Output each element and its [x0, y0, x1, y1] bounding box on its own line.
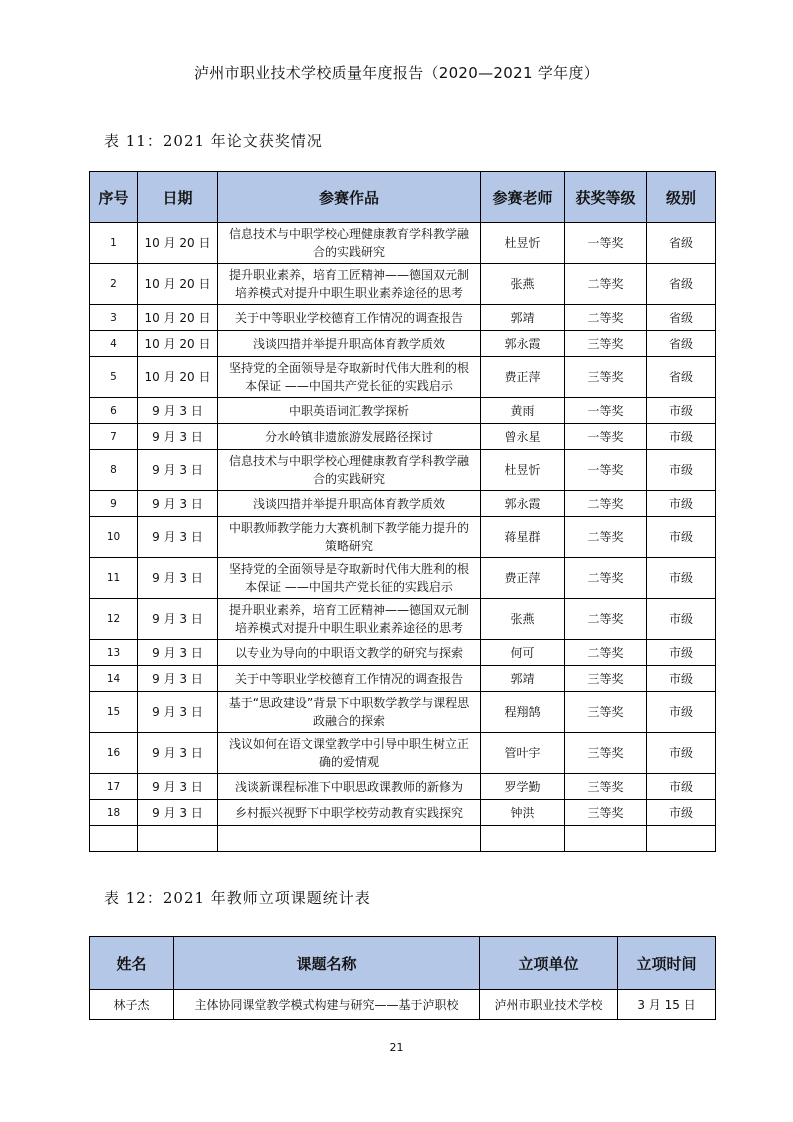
cell-index: 5 [90, 357, 138, 398]
cell-award-level: 一等奖 [565, 424, 647, 450]
table-row [90, 398, 716, 424]
cell-index: 7 [90, 424, 138, 450]
cell-grade: 省级 [647, 305, 716, 331]
table-row [90, 774, 716, 800]
cell-index: 4 [90, 331, 138, 357]
cell-index: 12 [90, 599, 138, 640]
cell-grade: 市级 [647, 517, 716, 558]
column-header-time: 立项时间 [618, 937, 716, 990]
cell-teacher: 张燕 [481, 599, 565, 640]
table-row [90, 666, 716, 692]
cell-date: 9 月 3 日 [138, 640, 218, 666]
cell-grade: 市级 [647, 666, 716, 692]
cell-date: 9 月 3 日 [138, 599, 218, 640]
column-header-index: 序号 [90, 172, 138, 223]
cell-index: 6 [90, 398, 138, 424]
cell-grade: 市级 [647, 774, 716, 800]
cell-teacher: 黄雨 [481, 398, 565, 424]
cell-index: 2 [90, 264, 138, 305]
cell-award-level: 一等奖 [565, 223, 647, 264]
cell-grade: 市级 [647, 733, 716, 774]
cell-work: 提升职业素养，培育工匠精神——德国双元制培养模式对提升中职生职业素养途径的思考 [218, 599, 481, 640]
cell-teacher: 郭永霞 [481, 331, 565, 357]
column-header-award-level: 获奖等级 [565, 172, 647, 223]
cell-award-level: 三等奖 [565, 692, 647, 733]
cell-award-level: 一等奖 [565, 450, 647, 491]
table-row [90, 331, 716, 357]
cell-name: 林子杰 [90, 990, 174, 1020]
cell-grade: 市级 [647, 558, 716, 599]
cell-teacher: 郭永霞 [481, 491, 565, 517]
cell-teacher: 罗学勤 [481, 774, 565, 800]
cell-work: 提升职业素养，培育工匠精神——德国双元制培养模式对提升中职生职业素养途径的思考 [218, 264, 481, 305]
cell-award-level: 二等奖 [565, 491, 647, 517]
cell-work: 基于“思政建设”背景下中职数学教学与课程思政融合的探索 [218, 692, 481, 733]
column-header-work: 参赛作品 [218, 172, 481, 223]
cell-grade: 省级 [647, 331, 716, 357]
column-header-unit: 立项单位 [480, 937, 618, 990]
cell-award-level: 二等奖 [565, 517, 647, 558]
paper-awards-table [89, 171, 716, 852]
cell-teacher: 费正萍 [481, 558, 565, 599]
cell-work: 浅谈新课程标准下中职思政课教师的新修为 [218, 774, 481, 800]
cell-teacher: 郭靖 [481, 666, 565, 692]
cell-award-level: 三等奖 [565, 666, 647, 692]
cell-work: 关于中等职业学校德育工作情况的调查报告 [218, 305, 481, 331]
table-row [90, 357, 716, 398]
cell-teacher [481, 826, 565, 852]
cell-date: 10 月 20 日 [138, 357, 218, 398]
cell-grade [647, 826, 716, 852]
cell-grade: 市级 [647, 692, 716, 733]
page-header: 泸州市职业技术学校质量年度报告（2020—2021 学年度） [193, 64, 600, 82]
table-row [90, 599, 716, 640]
cell-award-level: 二等奖 [565, 558, 647, 599]
cell-teacher: 郭靖 [481, 305, 565, 331]
cell-date: 9 月 3 日 [138, 800, 218, 826]
cell-date: 10 月 20 日 [138, 331, 218, 357]
table-row [90, 305, 716, 331]
cell-grade: 省级 [647, 264, 716, 305]
column-header-project-title: 课题名称 [174, 937, 480, 990]
table11-caption: 表 11：2021 年论文获奖情况 [104, 132, 323, 150]
column-header-name: 姓名 [90, 937, 174, 990]
cell-index: 14 [90, 666, 138, 692]
cell-date: 9 月 3 日 [138, 517, 218, 558]
cell-award-level: 三等奖 [565, 733, 647, 774]
cell-date: 10 月 20 日 [138, 223, 218, 264]
cell-date: 9 月 3 日 [138, 491, 218, 517]
cell-award-level: 三等奖 [565, 800, 647, 826]
cell-grade: 省级 [647, 223, 716, 264]
cell-teacher: 曾永星 [481, 424, 565, 450]
cell-grade: 市级 [647, 640, 716, 666]
cell-award-level [565, 826, 647, 852]
cell-award-level: 三等奖 [565, 357, 647, 398]
cell-work: 浅谈四措并举提升职高体育教学质效 [218, 331, 481, 357]
cell-teacher: 程翔鹄 [481, 692, 565, 733]
cell-work: 乡村振兴视野下中职学校劳动教育实践探究 [218, 800, 481, 826]
cell-award-level: 二等奖 [565, 305, 647, 331]
cell-index: 15 [90, 692, 138, 733]
cell-work: 信息技术与中职学校心理健康教育学科教学融合的实践研究 [218, 223, 481, 264]
table11-body [90, 223, 716, 852]
cell-date: 9 月 3 日 [138, 450, 218, 491]
cell-index: 16 [90, 733, 138, 774]
table-row [90, 558, 716, 599]
cell-index [90, 826, 138, 852]
table-row [90, 424, 716, 450]
cell-date: 9 月 3 日 [138, 733, 218, 774]
cell-index: 8 [90, 450, 138, 491]
column-header-teacher: 参赛老师 [481, 172, 565, 223]
cell-teacher: 张燕 [481, 264, 565, 305]
cell-teacher: 钟洪 [481, 800, 565, 826]
cell-index: 13 [90, 640, 138, 666]
cell-index: 9 [90, 491, 138, 517]
table12-body [90, 990, 716, 1020]
cell-index: 10 [90, 517, 138, 558]
cell-date: 9 月 3 日 [138, 666, 218, 692]
cell-award-level: 三等奖 [565, 774, 647, 800]
cell-grade: 市级 [647, 424, 716, 450]
column-header-date: 日期 [138, 172, 218, 223]
cell-grade: 省级 [647, 357, 716, 398]
cell-date: 9 月 3 日 [138, 692, 218, 733]
cell-date [138, 826, 218, 852]
cell-teacher: 管叶宇 [481, 733, 565, 774]
cell-grade: 市级 [647, 800, 716, 826]
cell-award-level: 二等奖 [565, 599, 647, 640]
cell-grade: 市级 [647, 599, 716, 640]
table-row [90, 264, 716, 305]
table-row [90, 733, 716, 774]
cell-teacher: 蒋星群 [481, 517, 565, 558]
cell-work: 坚持党的全面领导是夺取新时代伟大胜利的根本保证 ——中国共产党长征的实践启示 [218, 357, 481, 398]
cell-grade: 市级 [647, 491, 716, 517]
cell-work: 浅谈四措并举提升职高体育教学质效 [218, 491, 481, 517]
table-row [90, 517, 716, 558]
cell-teacher: 何可 [481, 640, 565, 666]
cell-time: 3 月 15 日 [618, 990, 716, 1020]
cell-index: 11 [90, 558, 138, 599]
table-row [90, 800, 716, 826]
cell-award-level: 三等奖 [565, 331, 647, 357]
table-row [90, 990, 716, 1020]
table-row [90, 450, 716, 491]
table-row [90, 223, 716, 264]
column-header-grade: 级别 [647, 172, 716, 223]
cell-teacher: 费正萍 [481, 357, 565, 398]
cell-teacher: 杜昱忻 [481, 450, 565, 491]
cell-work: 分水岭镇非遗旅游发展路径探讨 [218, 424, 481, 450]
cell-index: 3 [90, 305, 138, 331]
cell-work: 信息技术与中职学校心理健康教育学科教学融合的实践研究 [218, 450, 481, 491]
cell-award-level: 二等奖 [565, 640, 647, 666]
cell-grade: 市级 [647, 450, 716, 491]
cell-work: 坚持党的全面领导是夺取新时代伟大胜利的根本保证 ——中国共产党长征的实践启示 [218, 558, 481, 599]
cell-work: 以专业为导向的中职语文教学的研究与探索 [218, 640, 481, 666]
cell-work: 中职英语词汇教学探析 [218, 398, 481, 424]
cell-work: 浅议如何在语文课堂教学中引导中职生树立正确的爱情观 [218, 733, 481, 774]
cell-grade: 市级 [647, 398, 716, 424]
cell-work: 关于中等职业学校德育工作情况的调查报告 [218, 666, 481, 692]
table12-caption: 表 12：2021 年教师立项课题统计表 [104, 889, 371, 907]
cell-work [218, 826, 481, 852]
cell-date: 9 月 3 日 [138, 774, 218, 800]
table11-header-row [90, 172, 716, 223]
cell-index: 1 [90, 223, 138, 264]
cell-date: 9 月 3 日 [138, 398, 218, 424]
page-number: 21 [389, 1041, 404, 1054]
cell-date: 10 月 20 日 [138, 264, 218, 305]
table-row [90, 692, 716, 733]
table-row [90, 491, 716, 517]
cell-date: 9 月 3 日 [138, 424, 218, 450]
cell-award-level: 二等奖 [565, 264, 647, 305]
cell-project-title: 主体协同课堂教学模式构建与研究——基于泸职校 [174, 990, 480, 1020]
cell-teacher: 杜昱忻 [481, 223, 565, 264]
cell-unit: 泸州市职业技术学校 [480, 990, 618, 1020]
cell-date: 9 月 3 日 [138, 558, 218, 599]
cell-work: 中职教师教学能力大赛机制下教学能力提升的策略研究 [218, 517, 481, 558]
teacher-projects-table [89, 936, 716, 1020]
table12-header-row [90, 937, 716, 990]
cell-index: 18 [90, 800, 138, 826]
cell-index: 17 [90, 774, 138, 800]
cell-award-level: 一等奖 [565, 398, 647, 424]
table-row [90, 826, 716, 852]
table-row [90, 640, 716, 666]
cell-date: 10 月 20 日 [138, 305, 218, 331]
